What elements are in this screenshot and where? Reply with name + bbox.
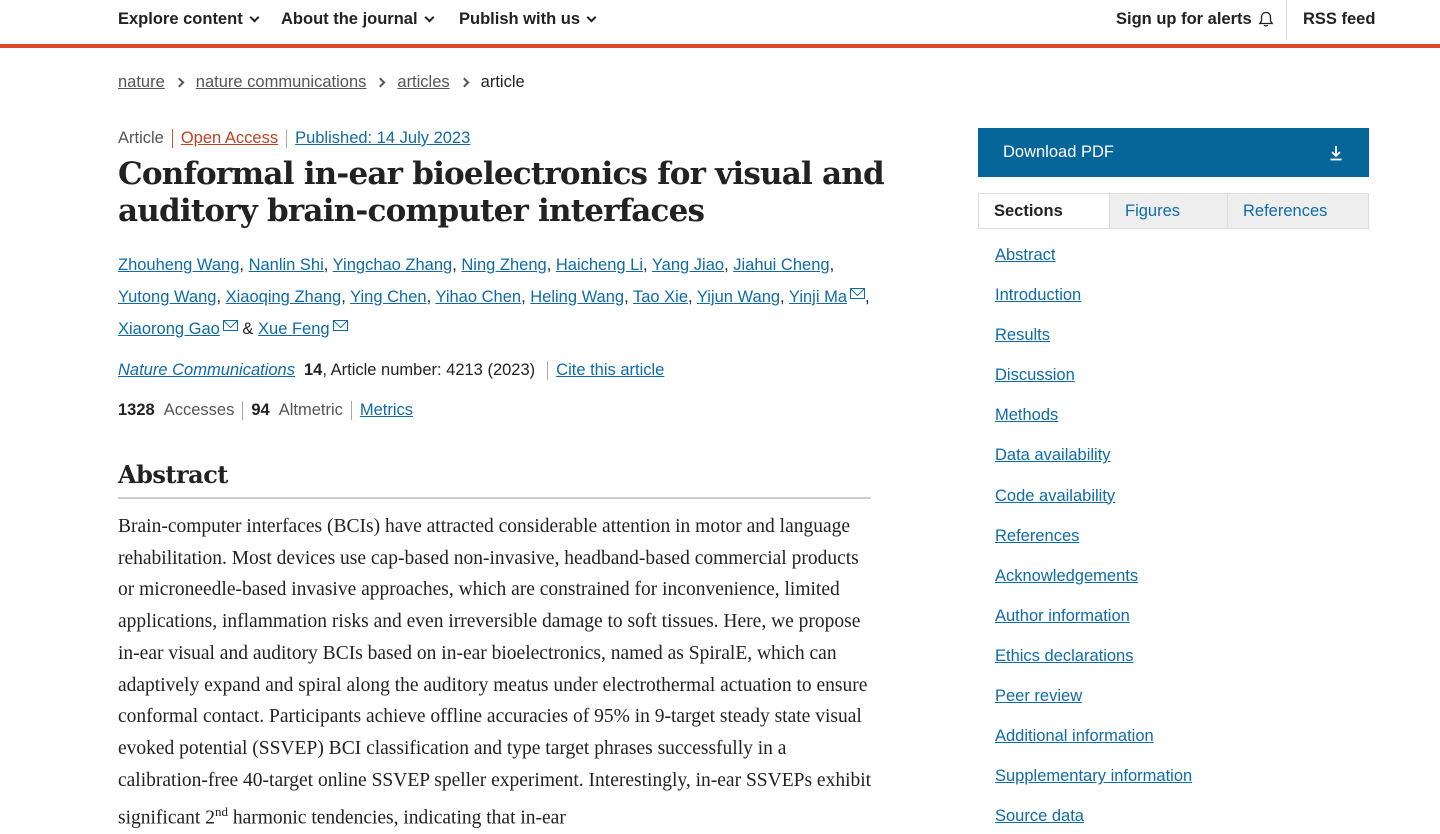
publish-with-us-menu[interactable] xyxy=(459,10,595,29)
section-list xyxy=(995,246,1192,834)
journal-info xyxy=(118,361,664,380)
section-item xyxy=(995,446,1192,486)
about-journal-label: About the journal xyxy=(281,10,418,28)
tab-figures-label: Figures xyxy=(1125,201,1181,220)
section-item xyxy=(995,487,1192,527)
sign-up-alerts-link[interactable] xyxy=(1116,10,1274,29)
chevron-down-icon xyxy=(587,13,597,23)
bell-icon xyxy=(1258,11,1274,28)
journal-name-link[interactable]: Nature Communications xyxy=(118,361,295,379)
tab-figures[interactable] xyxy=(1109,194,1227,228)
author-link[interactable]: Yihao Chen xyxy=(435,288,522,306)
section-item xyxy=(995,567,1192,607)
section-link-supplementary-information[interactable]: Supplementary information xyxy=(995,767,1193,786)
author-link[interactable]: Xiaoqing Zhang xyxy=(225,288,342,306)
author-link[interactable]: Ying Chen xyxy=(350,288,427,306)
section-item xyxy=(995,286,1192,326)
section-link-references[interactable]: References xyxy=(995,526,1080,545)
section-link-author-information[interactable]: Author information xyxy=(995,606,1130,625)
author-link[interactable]: Zhouheng Wang xyxy=(118,256,240,274)
section-link-source-data[interactable]: Source data xyxy=(995,807,1084,826)
author-link[interactable]: Yijun Wang xyxy=(696,288,781,306)
section-link-acknowledgements[interactable]: Acknowledgements xyxy=(995,566,1139,585)
article-number: , Article number: 4213 (2023) xyxy=(322,361,536,379)
altmetric-label: Altmetric xyxy=(278,401,343,419)
abstract-text-part: harmonic tendencies, indicating that in-ear xyxy=(227,807,566,829)
metrics-link-wrap xyxy=(351,401,413,420)
explore-content-label: Explore content xyxy=(118,10,243,28)
article-type: Article xyxy=(118,129,173,148)
breadcrumb xyxy=(118,73,525,92)
rss-feed-link[interactable] xyxy=(1303,10,1375,29)
section-link-methods[interactable]: Methods xyxy=(995,406,1059,425)
author-link[interactable]: Yinji Ma xyxy=(788,288,847,306)
author-link[interactable]: Xue Feng xyxy=(258,320,330,338)
author-link[interactable]: Jiahui Cheng xyxy=(733,256,830,274)
section-item xyxy=(995,647,1192,687)
altmetric-metric xyxy=(242,401,351,420)
article-metrics xyxy=(118,401,413,420)
section-link-peer-review[interactable]: Peer review xyxy=(995,687,1083,706)
tab-references-label: References xyxy=(1243,201,1328,220)
sign-up-alerts-label: Sign up for alerts xyxy=(1116,10,1252,28)
section-link-results[interactable]: Results xyxy=(995,326,1051,345)
chevron-down-icon xyxy=(424,13,434,23)
section-link-code-availability[interactable]: Code availability xyxy=(995,486,1116,505)
section-link-data-availability[interactable]: Data availability xyxy=(995,446,1111,465)
section-item xyxy=(995,687,1192,727)
section-link-additional-information[interactable]: Additional information xyxy=(995,727,1154,746)
author-link[interactable]: Yutong Wang xyxy=(118,288,217,306)
sidebar-tabs xyxy=(978,193,1369,229)
chevron-right-icon xyxy=(459,78,469,88)
accesses-label: Accesses xyxy=(163,401,235,419)
about-journal-menu[interactable] xyxy=(281,10,433,29)
nav-divider xyxy=(1286,0,1287,40)
download-pdf-label: Download PDF xyxy=(1003,143,1114,161)
metrics-link[interactable]: Metrics xyxy=(359,401,414,419)
cite-article-link[interactable]: Cite this article xyxy=(547,361,664,380)
author-link[interactable]: Tao Xie xyxy=(632,288,689,306)
section-item xyxy=(995,326,1192,366)
top-navigation xyxy=(0,0,1440,48)
tab-sections-label: Sections xyxy=(994,201,1063,220)
section-item xyxy=(995,767,1192,807)
breadcrumb-nature-communications[interactable]: nature communications xyxy=(195,73,367,91)
author-list: Zhouheng Wang, Nanlin Shi, Yingchao Zhang, Ning Zheng, Haicheng Li, Yang Jiao, Jiahui Cheng, Yutong Wang, Xiaoqing Zhang, Ying Chen, Yihao Chen, Heling Wang, Tao Xie, Yijun Wang, Yinji Ma , Xiaorong Gao & Xue Feng xyxy=(118,256,870,338)
section-item xyxy=(995,807,1192,834)
section-item xyxy=(995,366,1192,406)
author-link[interactable]: Nanlin Shi xyxy=(248,256,324,274)
abstract-heading: Abstract xyxy=(118,460,871,499)
section-item xyxy=(995,727,1192,767)
breadcrumb-articles[interactable]: articles xyxy=(397,73,450,91)
rss-feed-label: RSS feed xyxy=(1303,10,1376,28)
download-icon xyxy=(1329,145,1343,161)
download-pdf-button[interactable] xyxy=(978,128,1369,177)
publish-with-us-label: Publish with us xyxy=(459,10,581,28)
abstract-text xyxy=(118,511,874,834)
open-access-link[interactable]: Open Access xyxy=(173,129,287,148)
email-icon[interactable] xyxy=(333,320,348,331)
section-link-abstract[interactable]: Abstract xyxy=(995,246,1056,264)
breadcrumb-nature[interactable]: nature xyxy=(118,73,165,91)
accesses-value: 1328 xyxy=(118,401,155,419)
section-link-introduction[interactable]: Introduction xyxy=(995,286,1082,305)
breadcrumb-current: article xyxy=(480,73,525,91)
author-link[interactable]: Heling Wang xyxy=(530,288,625,306)
explore-content-menu[interactable] xyxy=(118,10,258,29)
chevron-down-icon xyxy=(249,13,259,23)
author-link[interactable]: Ning Zheng xyxy=(461,256,547,274)
author-link[interactable]: Yang Jiao xyxy=(651,256,725,274)
tab-references[interactable] xyxy=(1227,194,1368,228)
accesses-metric xyxy=(118,401,242,420)
abstract-superscript: nd xyxy=(214,804,228,820)
section-item xyxy=(995,607,1192,647)
email-icon[interactable] xyxy=(850,288,865,299)
section-item xyxy=(995,527,1192,567)
author-link[interactable]: Yingchao Zhang xyxy=(332,256,453,274)
chevron-right-icon xyxy=(376,78,386,88)
chevron-right-icon xyxy=(174,78,184,88)
email-icon[interactable] xyxy=(223,320,238,331)
section-link-ethics-declarations[interactable]: Ethics declarations xyxy=(995,646,1134,665)
section-item xyxy=(995,246,1192,286)
section-item xyxy=(995,406,1192,446)
abstract-text-part: Brain-computer interfaces (BCIs) have attracted considerable attention in motor and language rehabilitation. Most devices use cap-based non-invasive, headband-based commercial products or microneedle-based invasive approaches, which are constrained for inconvenience, limited applications, inflammation risks and even irreversible damage to soft tissues. Here, we propose in-ear visual and auditory BCIs based on in-ear bioelectronics, named as SpiralE, which can adaptively expand and spiral along the auditory meatus under electrothermal actuation to ensure conformal contact. Participants achieve offline accuracies of 95% in 9-target steady state visual evoked potential (SSVEP) BCI classification and type target phrases successfully in a calibration-free 40-target online SSVEP speller experiment. Interestingly, in-ear SSVEPs exhibit significant 2 xyxy=(118,516,872,829)
published-date-link[interactable]: Published: 14 July 2023 xyxy=(295,129,471,147)
author-link[interactable]: Xiaorong Gao xyxy=(118,320,220,338)
author-link[interactable]: Haicheng Li xyxy=(555,256,644,274)
altmetric-value: 94 xyxy=(251,401,270,419)
article-meta xyxy=(118,129,470,148)
section-link-discussion[interactable]: Discussion xyxy=(995,366,1075,385)
article-title: Conformal in-ear bioelectronics for visual and auditory brain-computer interfaces xyxy=(118,156,884,229)
tab-sections[interactable] xyxy=(979,194,1109,228)
journal-volume: 14 xyxy=(304,361,323,379)
